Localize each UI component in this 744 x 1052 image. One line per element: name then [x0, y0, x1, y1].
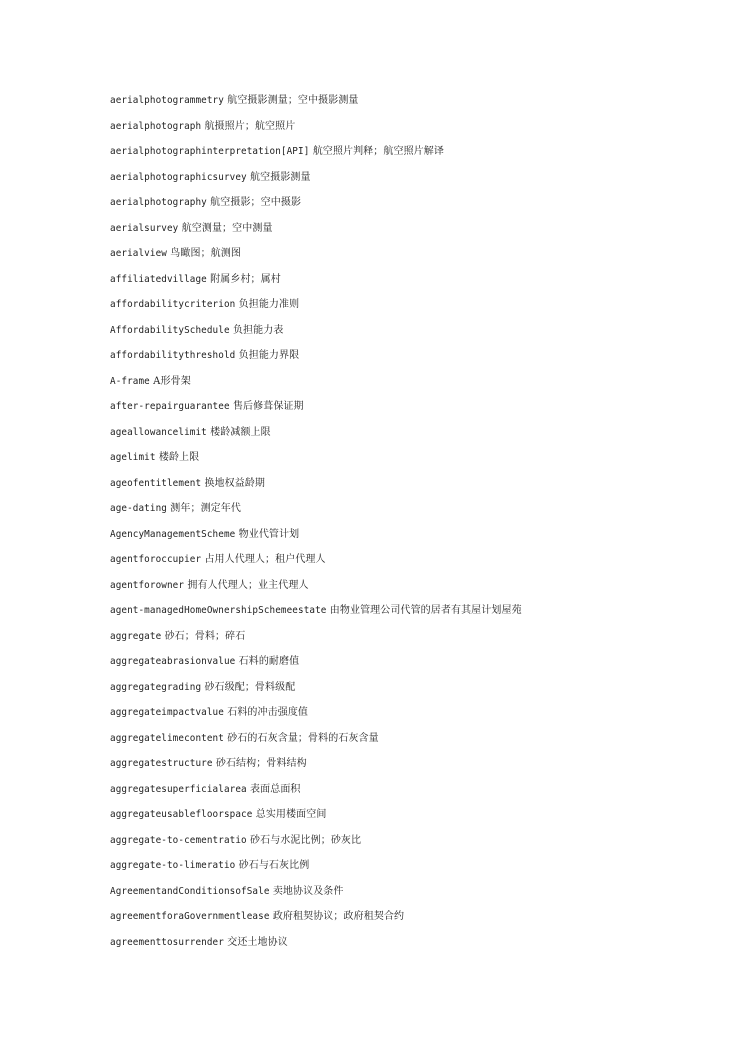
entry-definition: 售后修葺保证期	[232, 401, 304, 412]
entry-definition: 交还土地协议	[227, 936, 288, 948]
entry-definition: 航摄照片；航空照片	[204, 120, 296, 132]
glossary-entry-list	[110, 92, 730, 959]
entry-term: ageallowancelimit	[110, 426, 207, 438]
entry-definition: 砂石与水泥比例；砂灰比	[250, 834, 362, 846]
entry-term: after-repairguarantee	[110, 401, 230, 412]
glossary-entry	[110, 857, 730, 883]
glossary-entry	[110, 628, 730, 654]
entry-term: aerialview	[110, 248, 167, 259]
entry-definition: 砂石级配；骨料级配	[204, 681, 296, 693]
entry-definition: 航空测量；空中测量	[181, 222, 273, 234]
entry-definition: 砂石的石灰含量；骨料的石灰含量	[227, 732, 379, 744]
glossary-entry	[110, 832, 730, 858]
entry-definition: 总实用楼面空间	[255, 809, 327, 820]
entry-term: agentforoccupier	[110, 554, 202, 565]
entry-definition: 楼龄上限	[158, 452, 200, 463]
glossary-entry	[110, 245, 730, 271]
entry-term: aerialphotograph	[110, 120, 202, 132]
entry-definition: 负担能力表	[232, 324, 284, 336]
entry-definition: 占用人代理人；租户代理人	[204, 554, 326, 565]
entry-term: ageofentitlement	[110, 477, 202, 489]
entry-term: AgencyManagementScheme	[110, 528, 236, 540]
entry-definition: 航空摄影；空中摄影	[210, 197, 302, 208]
glossary-entry	[110, 143, 730, 169]
glossary-entry	[110, 322, 730, 348]
glossary-entry	[110, 730, 730, 756]
entry-term: aggregateusablefloorspace	[110, 809, 253, 820]
entry-term: aerialphotogrammetry	[110, 95, 224, 106]
entry-definition: 航空摄影测量	[250, 171, 311, 183]
entry-definition: 楼龄减额上限	[210, 426, 271, 438]
entry-term: age-dating	[110, 503, 167, 514]
glossary-entry	[110, 475, 730, 501]
entry-term: aerialphotography	[110, 197, 207, 208]
entry-definition: 航空摄影测量；空中摄影测量	[227, 95, 359, 106]
entry-term: aerialphotographicsurvey	[110, 171, 247, 183]
entry-term: agent-managedHomeOwnershipSchemeestate	[110, 605, 327, 616]
entry-definition: 石料的耐磨值	[238, 656, 300, 667]
entry-term: agentforowner	[110, 579, 185, 591]
entry-term: aerialphotographinterpretation[API]	[110, 146, 310, 157]
entry-term: aggregate-to-cementratio	[110, 834, 247, 846]
entry-term: agreementforaGovernmentlease	[110, 911, 270, 922]
glossary-entry	[110, 92, 730, 118]
entry-term: aggregateabrasionvalue	[110, 656, 236, 667]
glossary-entry	[110, 347, 730, 373]
entry-definition: 砂石；骨料；碎石	[164, 630, 246, 642]
glossary-entry	[110, 424, 730, 450]
entry-term: AffordabilitySchedule	[110, 324, 230, 336]
glossary-entry	[110, 220, 730, 246]
entry-term: affordabilitycriterion	[110, 299, 236, 310]
glossary-entry	[110, 194, 730, 220]
entry-definition: 卖地协议及条件	[272, 885, 344, 897]
glossary-entry	[110, 806, 730, 832]
glossary-entry	[110, 398, 730, 424]
glossary-entry	[110, 373, 730, 399]
entry-term: aggregate-to-limeratio	[110, 860, 236, 871]
entry-term: agelimit	[110, 452, 156, 463]
glossary-entry	[110, 883, 730, 909]
entry-term: AgreementandConditionsofSale	[110, 885, 270, 897]
entry-term: aggregate	[110, 630, 162, 642]
entry-definition: 负担能力界限	[238, 350, 300, 361]
glossary-entry	[110, 296, 730, 322]
entry-definition: A形骨架	[153, 375, 191, 387]
glossary-entry	[110, 679, 730, 705]
entry-definition: 表面总面积	[250, 783, 301, 795]
entry-term: affordabilitythreshold	[110, 350, 236, 361]
entry-definition: 附属乡村；属村	[210, 273, 281, 285]
entry-definition: 石料的冲击强度值	[227, 707, 309, 718]
glossary-entry	[110, 118, 730, 144]
entry-term: aerialsurvey	[110, 222, 179, 234]
glossary-entry	[110, 577, 730, 603]
glossary-entry	[110, 934, 730, 960]
entry-definition: 砂石与石灰比例	[238, 860, 310, 871]
entry-term: aggregategrading	[110, 681, 202, 693]
entry-definition: 换地权益龄期	[204, 477, 266, 489]
entry-definition: 砂石结构；骨料结构	[215, 758, 307, 769]
entry-definition: 政府租契协议；政府租契合约	[272, 911, 405, 922]
glossary-entry	[110, 271, 730, 297]
entry-term: A-frame	[110, 375, 150, 387]
entry-definition: 物业代管计划	[238, 528, 300, 540]
glossary-entry	[110, 602, 730, 628]
glossary-entry	[110, 169, 730, 195]
entry-definition: 由物业管理公司代管的居者有其屋计划屋苑	[329, 605, 522, 616]
entry-definition: 测年；测定年代	[170, 503, 241, 514]
glossary-entry	[110, 704, 730, 730]
entry-definition: 鸟瞰图；航测图	[170, 248, 241, 259]
glossary-entry	[110, 755, 730, 781]
entry-definition: 负担能力准则	[238, 299, 300, 310]
glossary-entry	[110, 551, 730, 577]
glossary-entry	[110, 908, 730, 934]
entry-term: affiliatedvillage	[110, 273, 207, 285]
entry-term: aggregatestructure	[110, 758, 213, 769]
glossary-entry	[110, 781, 730, 807]
entry-term: aggregatesuperficialarea	[110, 783, 247, 795]
glossary-entry	[110, 449, 730, 475]
entry-term: aggregatelimecontent	[110, 732, 224, 744]
entry-term: agreementtosurrender	[110, 936, 224, 948]
entry-definition: 航空照片判释；航空照片解译	[312, 146, 444, 157]
glossary-entry	[110, 653, 730, 679]
entry-definition: 拥有人代理人；业主代理人	[187, 579, 309, 591]
glossary-entry	[110, 500, 730, 526]
entry-term: aggregateimpactvalue	[110, 707, 224, 718]
glossary-entry	[110, 526, 730, 552]
